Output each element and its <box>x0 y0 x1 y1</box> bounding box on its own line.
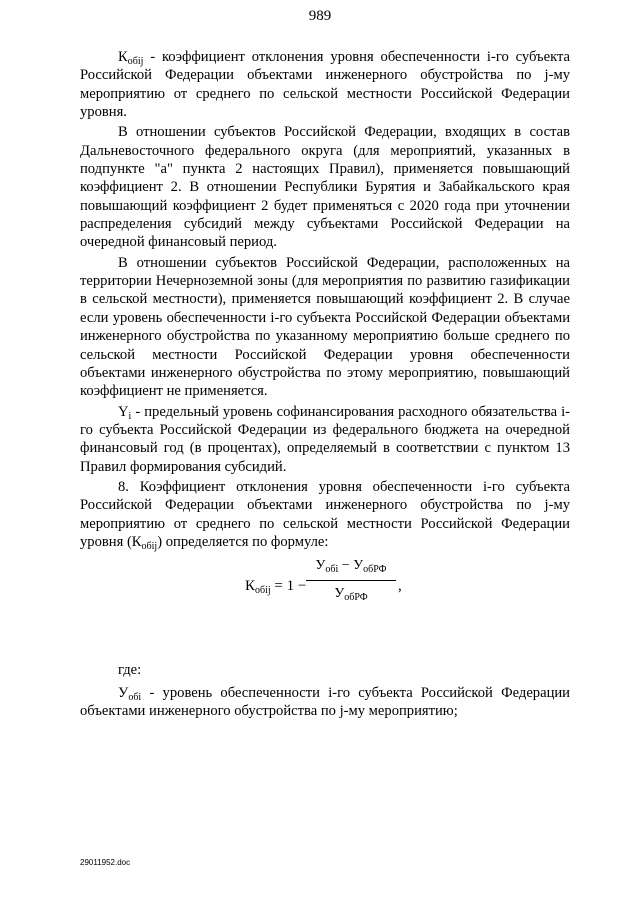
document-body <box>80 48 570 720</box>
formula-lhs-subscript: обij <box>255 585 271 597</box>
denominator-term: У <box>334 585 345 601</box>
y-definition-text: - предельный уровень софинансирования расходного обязательства i-го субъекта Российской Федерации из федерального бюджета на очередной финансовый год (в процентах), определяемый в соответствии с пунктом 13 Правил формирования субсидий. <box>80 403 570 475</box>
item-8-subscript: обij <box>141 540 158 552</box>
item-8-text: 8. Коэффициент отклонения уровня обеспеченности i-го субъекта Российской Федерации объектами инженерного обустройства по j-му мероприятию от среднего по сельской местности Российской Федерации уровня (К <box>80 478 570 550</box>
k-definition-text: - коэффициент отклонения уровня обеспеченности i-го субъекта Российской Федерации объектами инженерного обустройства по j-му мероприятию от среднего по сельской местности Российской Федерации уровня. <box>80 49 570 121</box>
paragraph-non-black-earth: В отношении субъектов Российской Федерации, расположенных на территории Нечерноземной зоны (для мероприятия по развитию газификации в сельской местности), применяется повышающий коэффициент 2. В случае если уровень обеспеченности i-го субъекта Российской Федерации объектами инженерного обустройства по указанному мероприятию больше среднего по сельской местности Российской Федерации уровня обеспеченности объектами инженерного обустройства по этому мероприятию, повышающий коэффициент не применяется. <box>80 254 570 400</box>
u-symbol-subscript: обi <box>128 691 142 703</box>
numerator-term-b-subscript: обРФ <box>363 564 387 576</box>
paragraph-far-east: В отношении субъектов Российской Федерации, входящих в состав Дальневосточного федерального округа (для мероприятий, указанных в подпункте "а" пункта 2 настоящих Правил), применяется повышающий коэффициент 2. В отношении Республики Бурятия и Забайкальского края повышающий коэффициент 2 будет применяться с 2020 года при уточнении распределения субсидий между субъектами Российской Федерации на очередной финансовый период. <box>80 124 570 251</box>
y-symbol-subscript: i <box>128 410 132 422</box>
k-symbol-subscript: обij <box>127 56 144 67</box>
formula-lhs <box>245 577 306 595</box>
numerator-term-b: У <box>353 558 364 574</box>
paragraph-u-definition <box>80 684 570 721</box>
formula-comma: , <box>398 578 402 595</box>
formula-denominator <box>306 581 396 603</box>
paragraph-k-definition <box>80 48 570 121</box>
numerator-minus: − <box>338 558 354 574</box>
item-8-text-end: ) определяется по формуле: <box>157 533 329 550</box>
formula-lhs-symbol: К <box>245 578 256 595</box>
numerator-term-a-subscript: обi <box>325 564 339 576</box>
y-symbol: Y <box>118 403 129 420</box>
denominator-term-subscript: обРФ <box>344 591 368 603</box>
formula-fraction <box>306 557 396 603</box>
file-name-footer: 29011952.doc <box>80 858 131 867</box>
formula-block <box>80 555 570 655</box>
paragraph-item-8 <box>80 478 570 551</box>
page-number: 989 <box>308 8 332 24</box>
formula-lhs-rest: = 1 − <box>270 578 307 595</box>
formula-numerator <box>306 557 396 579</box>
k-symbol: К <box>118 49 128 65</box>
where-label: где: <box>118 662 142 679</box>
numerator-term-a: У <box>315 558 326 574</box>
u-definition-text: - уровень обеспеченности i-го субъекта Российской Федерации объектами инженерного обустройства по j-му мероприятию; <box>80 684 570 719</box>
u-symbol: У <box>118 684 129 701</box>
paragraph-y-definition <box>80 403 570 476</box>
